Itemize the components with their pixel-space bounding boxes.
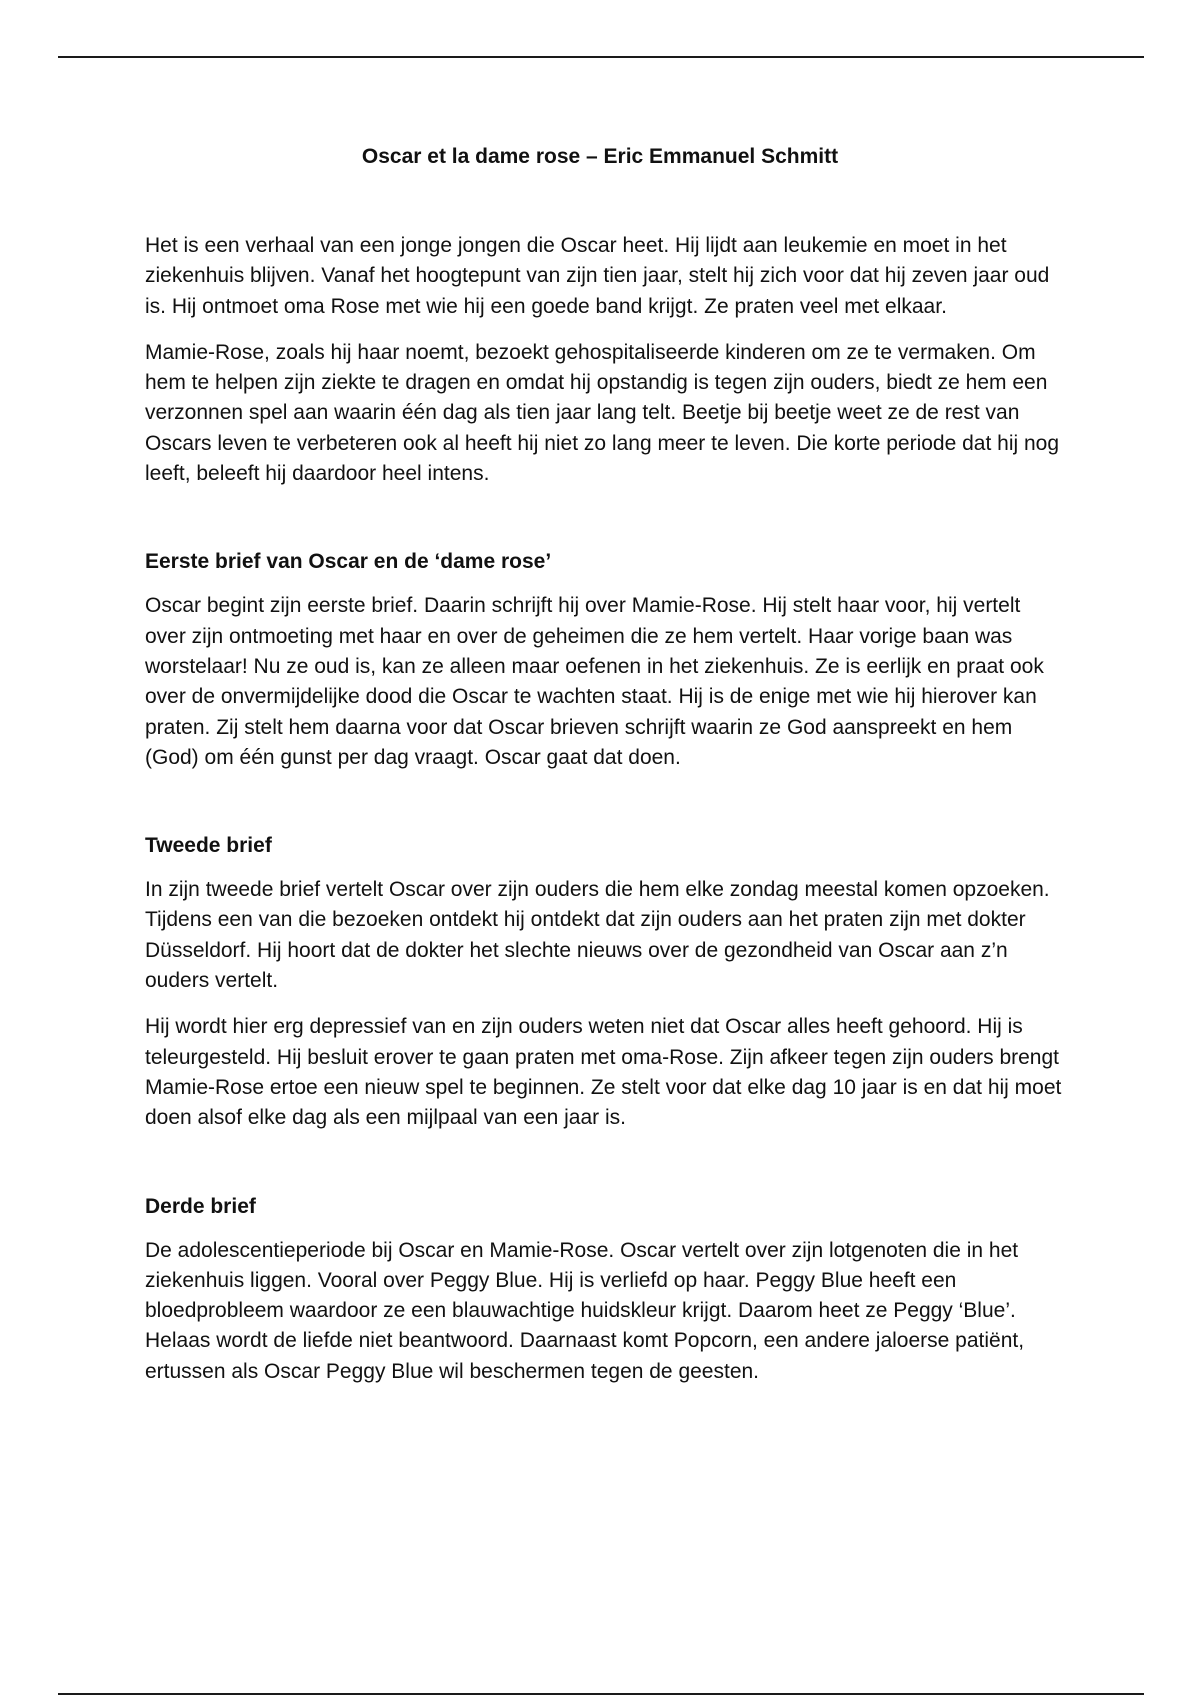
section-heading-tweede-brief: Tweede brief [145, 834, 272, 858]
section-heading-eerste-brief: Eerste brief van Oscar en de ‘dame rose’ [145, 550, 552, 574]
tweede-brief-paragraph-2: Hij wordt hier erg depressief van en zijn ouders weten niet dat Oscar alles heeft gehoord. Hij is teleurgesteld. Hij besluit erover te gaan praten met oma-Rose. Zijn afkeer tegen zijn ouders brengt Mamie-Rose ertoe een nieuw spel te beginnen. Ze stelt voor dat elke dag 10 jaar is en dat hij moet doen alsof elke dag als een mijlpaal van een jaar is. [145, 1015, 1062, 1130]
tweede-brief-paragraph-1: In zijn tweede brief vertelt Oscar over zijn ouders die hem elke zondag meestal komen opzoeken. Tijdens een van die bezoeken ontdekt hij ontdekt dat zijn ouders aan het praten zijn met dokter Düsseldorf. Hij hoort dat de dokter het slechte nieuws over de gezondheid van Oscar aan z’n ouders vertelt. [145, 878, 1050, 993]
intro-paragraph-2: Mamie-Rose, zoals hij haar noemt, bezoekt gehospitaliseerde kinderen om ze te vermaken. Om hem te helpen zijn ziekte te dragen en omdat hij opstandig is tegen zijn ouders, biedt ze hem een verzonnen spel aan waarin één dag als tien jaar lang telt. Beetje bij beetje weet ze de rest van Oscars leven te verbeteren ook al heeft hij niet zo lang meer te leven. Die korte periode dat hij nog leeft, beleeft hij daardoor heel intens. [145, 340, 1060, 486]
top-rule [58, 56, 1144, 58]
section-heading-derde-brief: Derde brief [145, 1194, 256, 1218]
intro-paragraph-1: Het is een verhaal van een jonge jongen die Oscar heet. Hij lijdt aan leukemie en moet in het ziekenhuis blijven. Vanaf het hoogtepunt van zijn tien jaar, stelt hij zich voor dat hij zeven jaar oud is. Hij ontmoet oma Rose met wie hij een goede band krijgt. Ze praten veel met elkaar. [145, 234, 1050, 318]
document-body [145, 140, 1065, 1403]
document-title: Oscar et la dame rose – Eric Emmanuel Schmitt [361, 145, 839, 168]
derde-brief-paragraph-1: De adolescentieperiode bij Oscar en Mamie-Rose. Oscar vertelt over zijn lotgenoten die in het ziekenhuis liggen. Vooral over Peggy Blue. Hij is verliefd op haar. Peggy Blue heeft een bloedprobleem waardoor ze een blauwachtige huidskleur krijgt. Daarom heet ze Peggy ‘Blue’. Helaas wordt de liefde niet beantwoord. Daarnaast komt Popcorn, een andere jaloerse patiënt, ertussen als Oscar Peggy Blue wil beschermen tegen de geesten. [145, 1238, 1025, 1383]
bottom-rule [58, 1693, 1144, 1695]
eerste-brief-paragraph-1: Oscar begint zijn eerste brief. Daarin schrijft hij over Mamie-Rose. Hij stelt haar voor, hij vertelt over zijn ontmoeting met haar en over de geheimen die ze hem vertelt. Haar vorige baan was worstelaar! Nu ze oud is, kan ze alleen maar oefenen in het ziekenhuis. Ze is eerlijk en praat ook over de onvermijdelijke dood die Oscar te wachten staat. Hij is de enige met wie hij hierover kan praten. Zij stelt hem daarna voor dat Oscar brieven schrijft waarin ze God aanspreekt en hem (God) om één gunst per dag vraagt. Oscar gaat dat doen. [145, 594, 1044, 769]
